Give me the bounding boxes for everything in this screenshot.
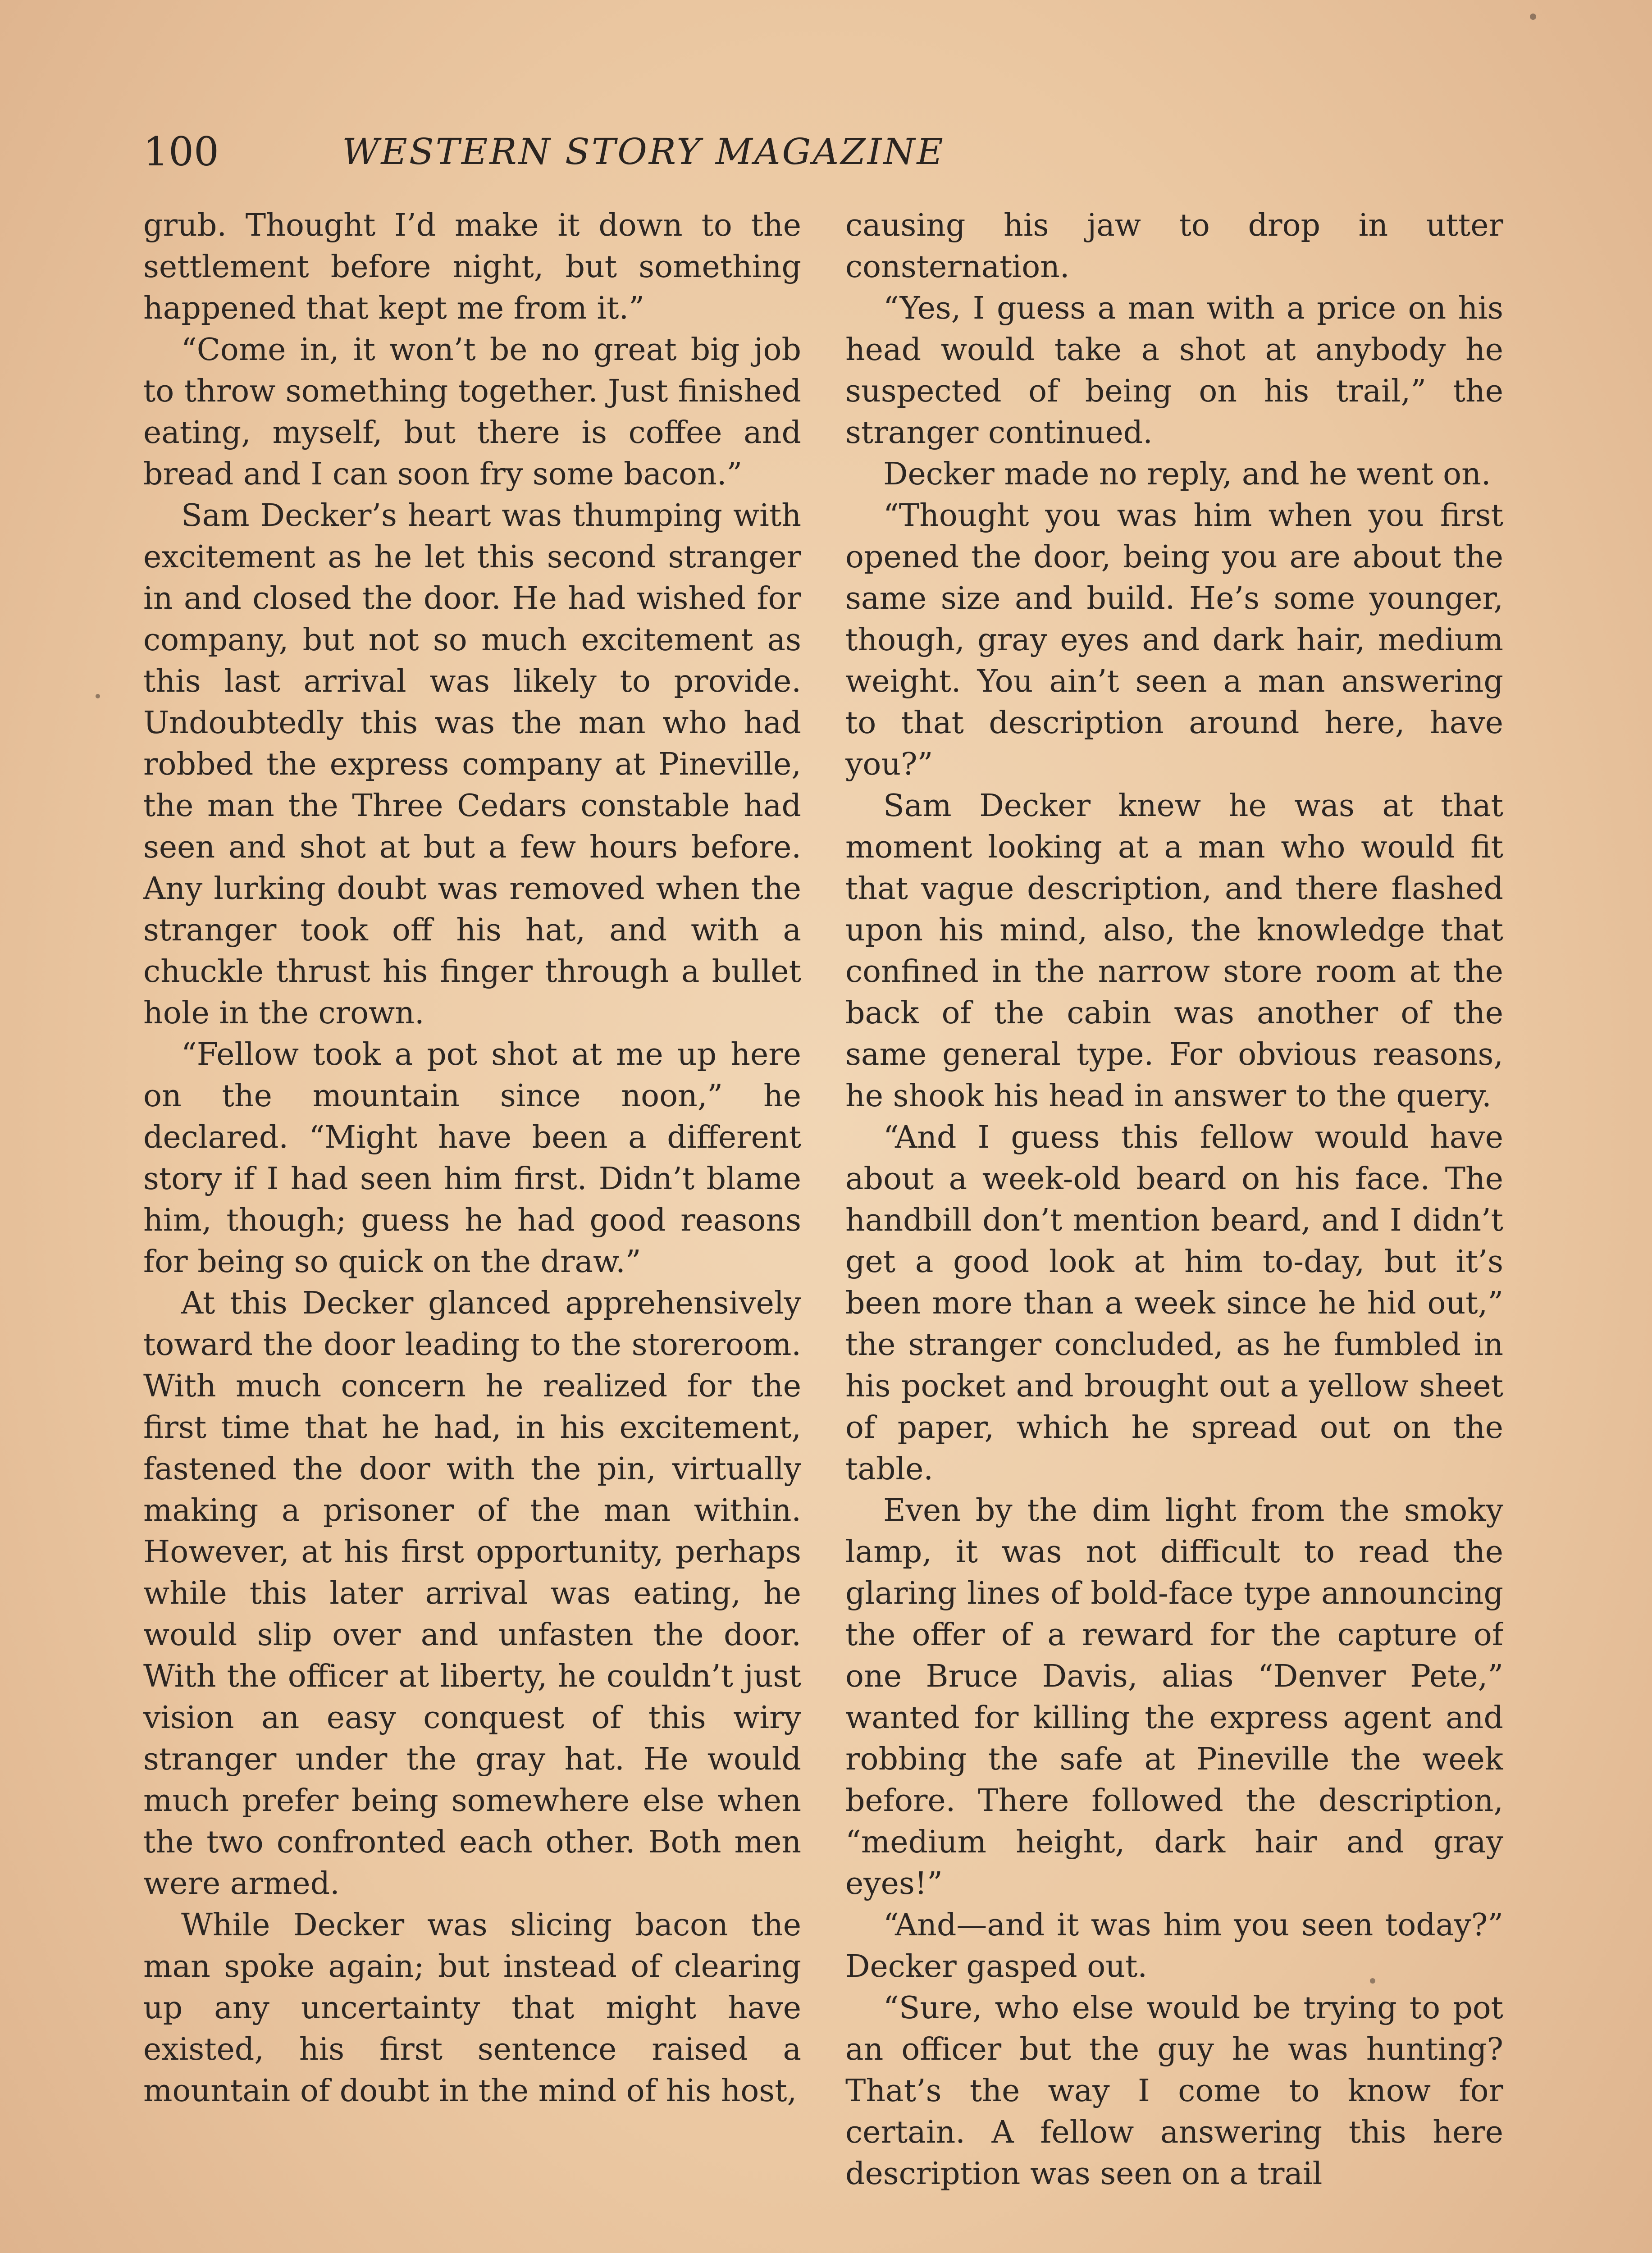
paragraph: “Come in, it won’t be no great big job to throw something together. Just finished eating, myself, but there is coffee and bread and I can soon fry some bacon.”: [143, 332, 801, 492]
right-column: [845, 205, 1503, 2253]
paragraph: Sam Decker knew he was at that moment looking at a man who would fit that vague description, and there flashed upon his mind, also, the knowledge that confined in the narrow store room at the back of the cabin was another of the same general type. For obvious reasons, he shook his head in answer to the query.: [845, 788, 1503, 1114]
running-head: WESTERN STORY MAGAZINE: [342, 131, 945, 173]
paper-speck: [1530, 14, 1536, 20]
page-header: [143, 123, 1144, 181]
paragraph: grub. Thought I’d make it down to the settlement before night, but something happened that kept me from it.”: [143, 208, 801, 326]
paragraph: Sam Decker’s heart was thumping with excitement as he let this second stranger in and closed the door. He had wished for company, but not so much excitement as this last arrival was likely to provide. Undoubtedly this was the man who had robbed the express company at Pineville, the man the Three Cedars constable had seen and shot at but a few hours before. Any lurking doubt was removed when the stranger took off his hat, and with a chuckle thrust his finger through a bullet hole in the crown.: [143, 498, 801, 1031]
paper-speck: [96, 694, 100, 698]
paragraph: “And—and it was him you seen today?” Decker gasped out.: [845, 1907, 1503, 1984]
paragraph: “Yes, I guess a man with a price on his head would take a shot at anybody he suspected of being on his trail,” the stranger continued.: [845, 291, 1503, 451]
paragraph: At this Decker glanced apprehensively toward the door leading to the storeroom. With much concern he realized for the first time that he had, in his excitement, fastened the door with the pin, virtually making a prisoner of the man within. However, at his first opportunity, perhaps while this later arrival was eating, he would slip over and unfasten the door. With the officer at liberty, he couldn’t just vision an easy conquest of this wiry stranger under the gray hat. He would much prefer being somewhere else when the two confronted each other. Both men were armed.: [143, 1286, 801, 1902]
paragraph: Decker made no reply, and he went on.: [883, 456, 1491, 492]
paper-speck: [1370, 1978, 1375, 1984]
left-column: [143, 205, 801, 2253]
paragraph: “And I guess this fellow would have about a week-old beard on his face. The handbill don’t mention beard, and I didn’t get a good look at him to-day, but it’s been more than a week since he hid out,” the stranger concluded, as he fumbled in his pocket and brought out a yellow sheet of paper, which he spread out on the table.: [845, 1120, 1503, 1487]
paragraph: “Fellow took a pot shot at me up here on the mountain since noon,” he declared. “Might have been a different story if I had seen him first. Didn’t blame him, though; guess he had good reasons for being so quick on the draw.”: [143, 1037, 801, 1280]
paragraph: “Sure, who else would be trying to pot an officer but the guy he was hunting? That’s the way I come to know for certain. A fellow answering this here description was seen on a trail: [845, 1990, 1503, 2192]
page-number: 100: [143, 128, 219, 175]
paragraph: “Thought you was him when you first opened the door, being you are about the same size and build. He’s some younger, though, gray eyes and dark hair, medium weight. You ain’t seen a man answering to that description around here, have you?”: [845, 498, 1503, 782]
paragraph: While Decker was slicing bacon the man spoke again; but instead of clearing up any uncertainty that might have existed, his first sentence raised a mountain of doubt in the mind of his host,: [143, 1907, 801, 2109]
paragraph: causing his jaw to drop in utter consternation.: [845, 208, 1503, 285]
paragraph: Even by the dim light from the smoky lamp, it was not difficult to read the glaring lines of bold-face type announcing the offer of a reward for the capture of one Bruce Davis, alias “Denver Pete,” wanted for killing the express agent and robbing the safe at Pineville the week before. There followed the description, “medium height, dark hair and gray eyes!”: [845, 1493, 1503, 1902]
